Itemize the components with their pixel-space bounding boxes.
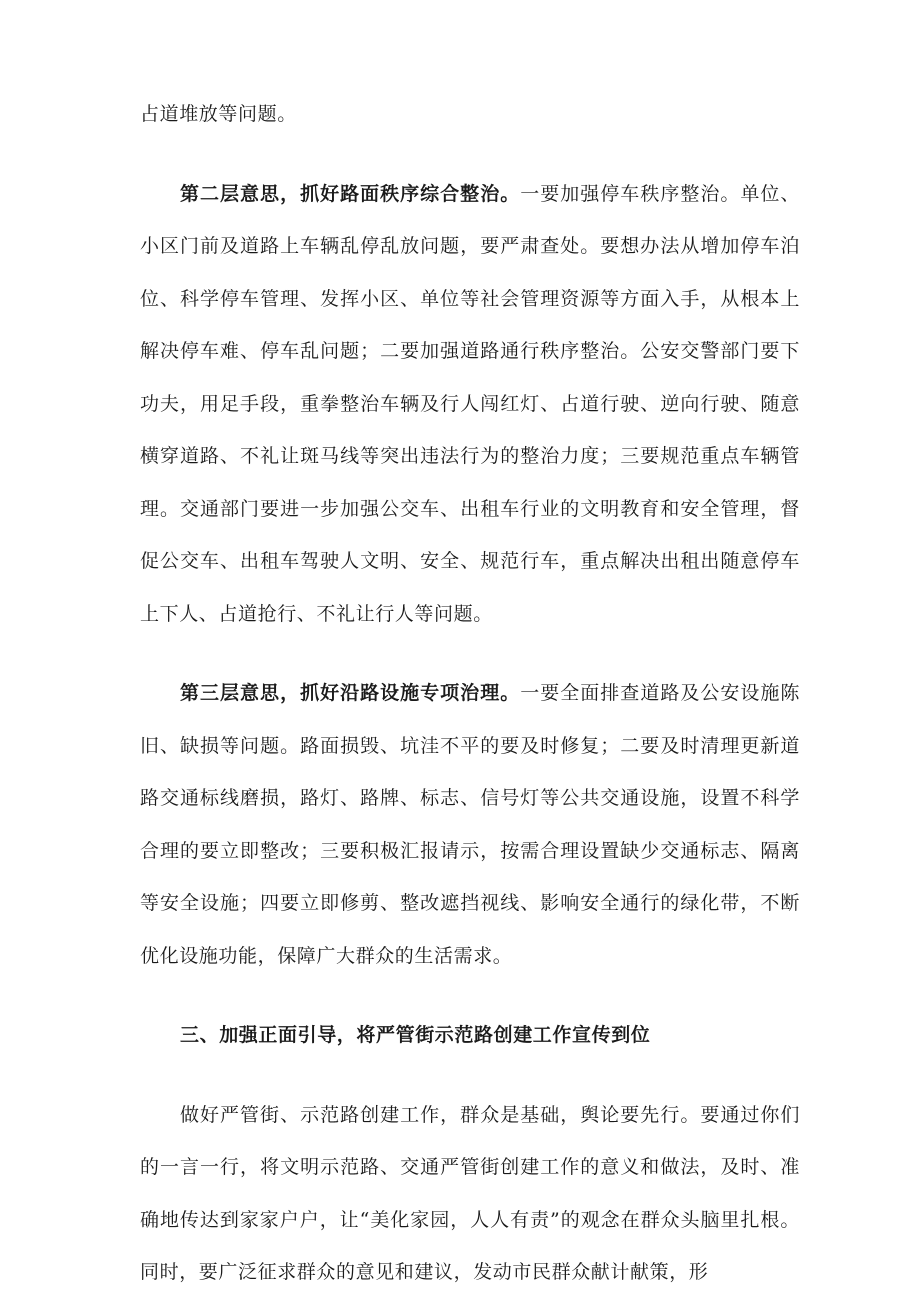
paragraph-text: 占道堆放等问题。 [140, 103, 297, 125]
paragraph-lead: 第二层意思，抓好路面秩序综合整治。 [180, 182, 521, 205]
paragraph-continuation [140, 88, 800, 141]
section-heading: 三、加强正面引导，将严管街示范路创建工作宣传到位 [180, 1024, 651, 1046]
paragraph-text: 一要全面排查道路及公安设施陈旧、缺损等问题。路面损毁、坑洼不平的要及时修复；二要及时清理更新道路交通标线磨损，路灯、路牌、标志、信号灯等公共交通设施，设置不科学合理的要立即整改；三要积极汇报请示，按需合理设置缺少交通标志、隔离等安全设施；四要立即修剪、整改遮挡视线、影响安全通行的绿化带，不断优化设施功能，保障广大群众的生活需求。 [140, 682, 801, 967]
paragraph-text: 一要加强停车秩序整治。单位、小区门前及道路上车辆乱停乱放问题，要严肃查处。要想办法从增加停车泊位、科学停车管理、发挥小区、单位等社会管理资源等方面入手，从根本上解决停车难、停车乱问题；二要加强道路通行秩序整治。公安交警部门要下功夫，用足手段，重拳整治车辆及行人闯红灯、占道行驶、逆向行驶、随意横穿道路、不礼让斑马线等突出违法行为的整治力度；三要规范重点车辆管理。交通部门要进一步加强公交车、出租车行业的文明教育和安全管理，督促公交车、出租车驾驶人文明、安全、规范行车，重点解决出租出随意停车上下人、占道抢行、不礼让行人等问题。 [140, 182, 801, 625]
paragraph-publicity [140, 1089, 800, 1299]
paragraph-road-order [140, 168, 800, 641]
paragraph-lead: 第三层意思，抓好沿路设施专项治理。 [180, 682, 521, 704]
document-page [140, 88, 800, 1299]
paragraph-roadside-facilities [140, 667, 800, 982]
paragraph-text: 做好严管街、示范路创建工作，群众是基础，舆论要先行。要通过你们的一言一行，将文明示范路、交通严管街创建工作的意义和做法，及时、准确地传达到家家户户，让“美化家园，人人有责”的观念在群众头脑里扎根。同时，要广泛征求群众的意见和建议，发动市民群众献计献策，形 [140, 1103, 800, 1283]
